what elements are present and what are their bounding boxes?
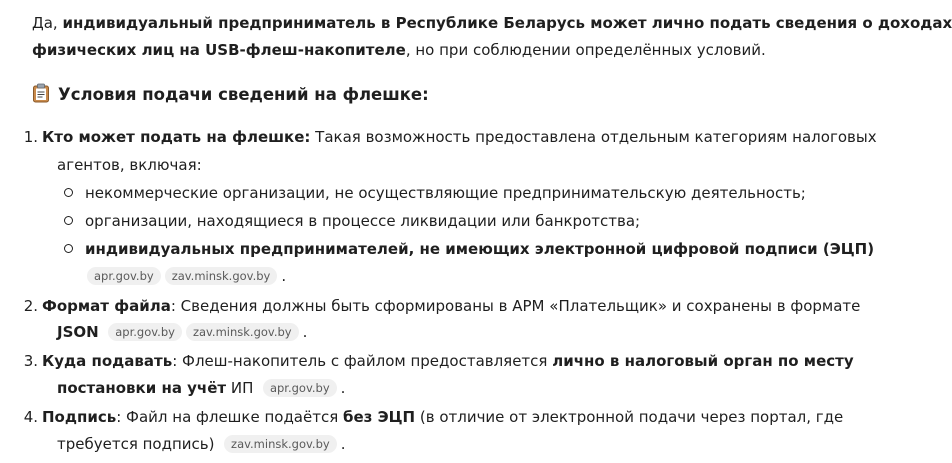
item-text: (в отличие от электронной подачи через портал, где <box>415 408 844 426</box>
list-item-2-cont <box>57 322 307 342</box>
item-bold: постановки на учёт <box>57 379 227 397</box>
source-chip[interactable]: zav.minsk.gov.by <box>165 267 278 285</box>
list-item-3 <box>10 351 854 371</box>
list-item-1-cont <box>57 155 202 175</box>
item-text: : Файл на флешке подаётся <box>116 408 344 426</box>
list-item-1 <box>10 127 877 147</box>
intro-line-2 <box>32 40 766 60</box>
intro-bold: индивидуальный предприниматель в Республике Беларусь может лично подать сведения о доходах <box>62 14 952 32</box>
clipboard-icon <box>32 83 52 108</box>
sub-item-3 <box>85 239 874 259</box>
item-bold: Формат файла <box>42 297 171 315</box>
period: . <box>340 379 346 397</box>
item-bold: Куда подавать <box>42 352 173 370</box>
source-chip[interactable]: zav.minsk.gov.by <box>224 435 337 453</box>
item-text: Такая возможность предоставлена отдельным категориям налоговых <box>310 128 877 146</box>
sub-item-1 <box>85 183 806 203</box>
section-heading <box>32 83 429 108</box>
intro-text-2: , но при соблюдении определённых условий. <box>405 41 766 59</box>
item-bold: лично в налоговый орган по месту <box>552 352 854 370</box>
item-bold: без ЭЦП <box>343 408 416 426</box>
source-chip[interactable]: zav.minsk.gov.by <box>186 323 299 341</box>
list-item-2 <box>10 296 860 316</box>
item-bold: Подпись <box>42 408 117 426</box>
source-chips-1 <box>87 266 286 286</box>
period: . <box>281 267 287 285</box>
item-bold: Кто может подать на флешке: <box>42 128 311 146</box>
item-number: 3. <box>23 352 38 370</box>
item-number: 2. <box>23 297 38 315</box>
sub-item-2 <box>85 211 640 231</box>
bullet-icon <box>64 216 73 225</box>
source-chip[interactable]: apr.gov.by <box>87 267 161 285</box>
source-chip[interactable]: apr.gov.by <box>108 323 182 341</box>
list-item-4-cont <box>57 434 345 454</box>
intro-text: Да, <box>32 14 63 32</box>
sub-item-text: некоммерческие организации, не осуществляющие предпринимательскую деятельность; <box>85 184 806 202</box>
list-item-4 <box>10 407 843 427</box>
intro-bold-2: физических лиц на USB-флеш-накопителе <box>32 41 406 59</box>
item-text: агентов, включая: <box>57 156 202 174</box>
bullet-icon <box>64 188 73 197</box>
sub-item-text: организации, находящиеся в процессе ликвидации или банкротства; <box>85 212 641 230</box>
item-text: ИП <box>226 379 254 397</box>
section-title: Условия подачи сведений на флешке: <box>58 85 429 104</box>
item-number: 1. <box>23 128 38 146</box>
item-text: требуется подпись) <box>57 435 215 453</box>
item-number: 4. <box>23 408 38 426</box>
period: . <box>340 435 346 453</box>
period: . <box>302 323 308 341</box>
item-text: : Флеш-накопитель с файлом предоставляется <box>172 352 553 370</box>
bullet-icon <box>64 244 73 253</box>
sub-item-bold: индивидуальных предпринимателей, не имеющих электронной цифровой подписи (ЭЦП) <box>85 240 875 258</box>
item-text: : Сведения должны быть сформированы в АРМ «Плательщик» и сохранены в формате <box>170 297 861 315</box>
item-bold: JSON <box>57 323 99 341</box>
intro-line-1 <box>32 13 952 33</box>
list-item-3-cont <box>57 378 345 398</box>
source-chip[interactable]: apr.gov.by <box>263 379 337 397</box>
